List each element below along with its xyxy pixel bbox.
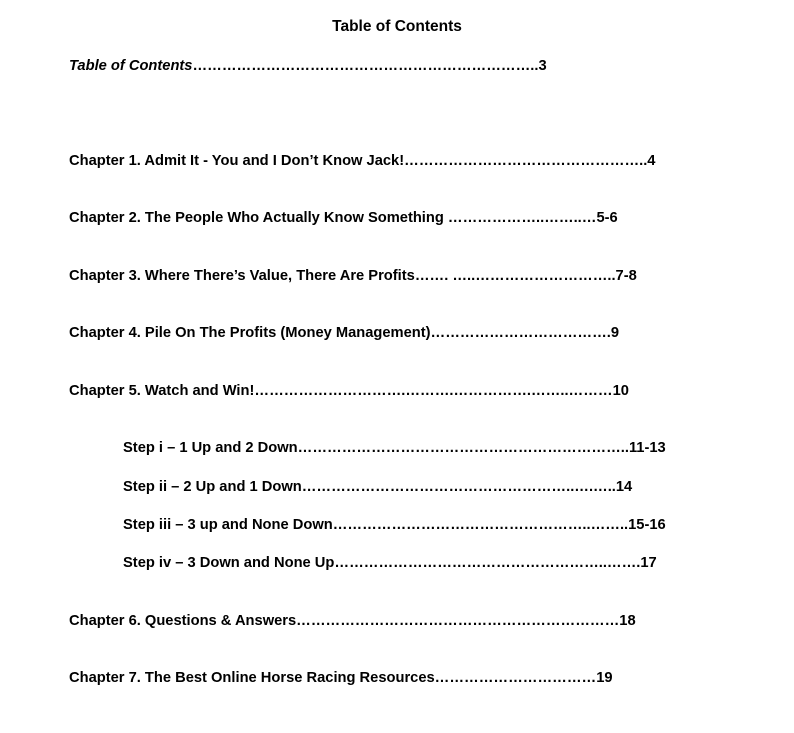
toc-page-number: 14: [615, 479, 633, 495]
toc-entry-chapter-7: [69, 669, 613, 687]
toc-entry-table-of-contents: [69, 57, 547, 75]
toc-page-number: 10: [612, 383, 629, 399]
toc-entry-chapter-5: [69, 382, 629, 400]
toc-leader-dots: ………………………………………………..…….: [334, 555, 641, 571]
toc-entry-title: Chapter 3. Where There’s Value, There Are Profits: [69, 268, 415, 284]
toc-page-number: 3: [538, 58, 547, 74]
toc-leader-dots: ………………..……..…: [447, 210, 597, 226]
toc-page-number: 11-13: [628, 440, 666, 456]
toc-page-number: 18: [619, 613, 636, 629]
toc-entry-title: Step iv – 3 Down and None Up: [123, 555, 335, 571]
toc-leader-dots: ……………………………………………..……..: [332, 517, 629, 533]
toc-leader-dots: ……………………………………………………………..: [192, 58, 539, 74]
toc-entry-title: Step iii – 3 up and None Down: [123, 517, 333, 533]
toc-entry-chapter-6: [69, 612, 636, 630]
toc-leader-dots: ………………………………………………..….…..: [301, 479, 616, 495]
toc-entry-step-ii: [123, 478, 632, 496]
toc-entry-step-iv: [123, 554, 657, 572]
toc-leader-dots: …………………………………………..: [404, 153, 648, 169]
toc-entry-title: Step ii – 2 Up and 1 Down: [123, 479, 302, 495]
toc-entry-title: Step i – 1 Up and 2 Down: [123, 440, 298, 456]
toc-leader-dots: …………………………………………………………: [296, 613, 620, 629]
toc-leader-dots: ……………………………….: [430, 325, 611, 341]
toc-entry-step-iii: [123, 516, 666, 534]
toc-entry-title: Chapter 6. Questions & Answers: [69, 613, 297, 629]
toc-entry-title: Chapter 5. Watch and Win!: [69, 383, 255, 399]
toc-entry-chapter-2: [69, 209, 618, 227]
toc-page-number: 15-16: [628, 517, 666, 533]
toc-page-number: 4: [647, 153, 656, 169]
toc-entry-title: Chapter 2. The People Who Actually Know Something: [69, 210, 448, 226]
toc-entry-title: Chapter 4. Pile On The Profits (Money Management): [69, 325, 431, 341]
toc-entry-chapter-1: [69, 152, 655, 170]
toc-page-number: 7-8: [615, 268, 637, 284]
toc-entry-chapter-4: [69, 324, 619, 342]
toc-page-number: 19: [596, 670, 613, 686]
toc-leader-dots: ……. …..………………………..: [414, 268, 616, 284]
toc-leader-dots: ………………………….……….…………….……..………: [254, 383, 613, 399]
toc-entry-chapter-3: [69, 267, 637, 285]
toc-page-number: 9: [610, 325, 620, 341]
toc-leader-dots: ……………………………: [434, 670, 597, 686]
page-title: Table of Contents: [332, 18, 462, 35]
toc-entry-title: Table of Contents: [69, 58, 193, 74]
toc-entry-step-i: [123, 439, 666, 457]
toc-entry-title: Chapter 1. Admit It - You and I Don’t Know Jack!: [69, 153, 405, 169]
toc-leader-dots: …………………………………………………………..: [297, 440, 629, 456]
toc-page-number: 17: [640, 555, 657, 571]
toc-entry-title: Chapter 7. The Best Online Horse Racing Resources: [69, 670, 435, 686]
toc-page-number: 5-6: [596, 210, 618, 226]
